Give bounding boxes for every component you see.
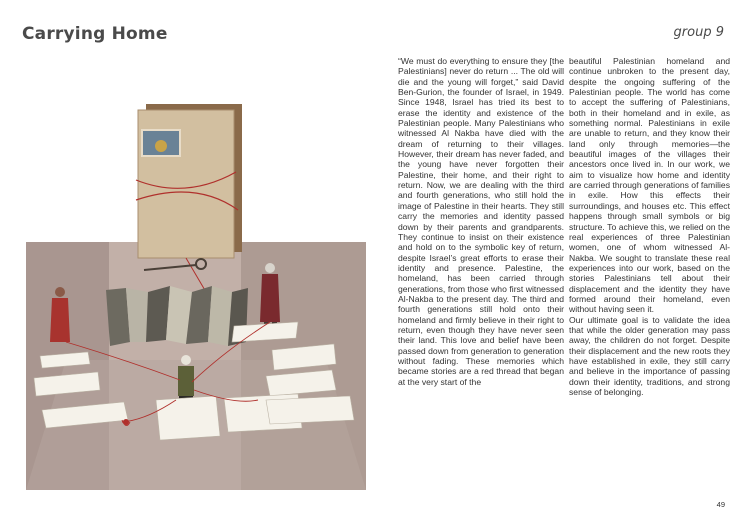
thread-knot-icon bbox=[123, 419, 129, 425]
page-number: 49 bbox=[716, 500, 725, 509]
article-column-1 bbox=[398, 56, 564, 387]
illustration bbox=[26, 60, 366, 490]
accordion-book-icon bbox=[106, 286, 248, 346]
page-title: Carrying Home bbox=[22, 24, 168, 44]
article-paragraph: “We must do everything to ensure they [the Palestinians] never do return ... The old will die and the young will forget,” said David Ben-Gurion, the founder of Israel, in 1949. Since 1948, Israel has tried its best to erase the identity and existence of the Palestinian people. Many Palestinians who witnessed Al Nakba have died with the dream of returning to their villages. However, their dream has never faded, and the young have never forgotten their Palestine, their home, and their right to return. Now, we are dealing with the third and fourth generations, who still hold the image of Palestine in their hearts. They still carry the memories and identity passed down by their parents and grandparents. They continue to insist on their existence and hold on to the symbolic key of return, despite Israel’s great efforts to erase their identity and presence. Palestine, the homeland, has been carried through generations, from those who first witnessed Al-Nakba to the present day. The third and fourth generations still hold onto their homeland and firmly believe in their right to return, even though they have never seen their land. This love and belief have been passed down from generation to generation without fading. These memories which became stories are a red thread that began at the very start of the bbox=[398, 56, 564, 387]
group-label: group 9 bbox=[673, 25, 724, 40]
article-paragraph: beautiful Palestinian homeland and continue unbroken to the present day, despite the ongoing suffering of the Palestinian people. The world has come to accept the suffering of Palestinians, both in their homeland and in exile, as something normal. Palestinians in exile are unable to return, and they know their land only through memories—the beautiful images of the villages their ancestors once lived in. In our work, we aim to visualize how home and identity are carried through generations of families in exile. How this effects their surroundings, and houses etc. This effect happens through small symbols or big structure. To achieve this, we relied on the real experiences of three Palestinian women, one of whom witnessed Al-Nakba. We sought to translate these real experiences into our work, based on the stories Palestinians tell about their displacement and the identity they have formed around their homeland, even without having seen it. bbox=[569, 56, 730, 315]
illustration-svg bbox=[26, 60, 366, 490]
article-column-2 bbox=[569, 56, 730, 397]
article-paragraph: Our ultimate goal is to validate the idea that while the older generation may pass away, the children do not forget. Despite their displacement and the new roots they have established in exile, they still carry and believe in the importance of passing down their identity, traditions, and strong sense of belonging. bbox=[569, 314, 730, 397]
